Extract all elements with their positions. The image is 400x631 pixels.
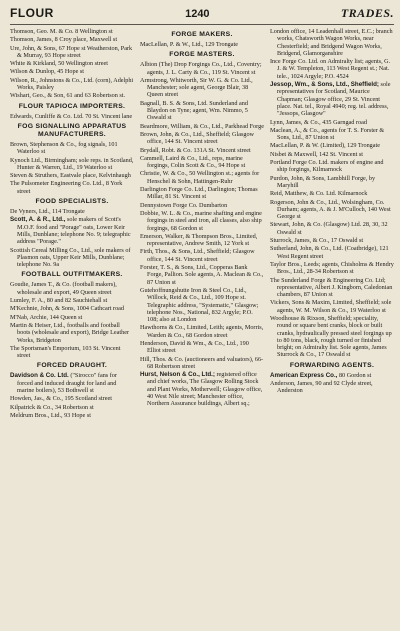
entry-text: Wilson & Dunlop, 45 Hope st — [10, 68, 84, 76]
entry-text: Stewart, John, & Co. (Glasgow) Ltd. 28, 30, 32 Oswald st — [270, 221, 388, 236]
directory-entry — [140, 61, 264, 76]
entry-text: Meldrum Bros., Ltd., 93 Hope st — [10, 411, 91, 419]
entry-text: Thomson, James, 8 Croy place, Maxwell st — [10, 36, 118, 44]
entry-text: M'Kechnie, John, & Sons, 1004 Cathcart road — [10, 305, 125, 313]
entry-text: sole makers of Scott's M.O.F. food and "Porage" oats, Lower Keir Mills, Dunblane; telephone No. 9; telegraphic address "Porage." — [17, 216, 131, 246]
entry-text: Beardmore, William, & Co., Ltd., Parkhead Forge — [140, 122, 264, 130]
directory-entry — [10, 60, 134, 67]
directory-entry — [10, 297, 134, 304]
directory-entry — [10, 345, 134, 360]
entry-text: Goudie, James T., & Co. (football makers), wholesale and export, 49 Queen street — [10, 281, 117, 296]
directory-entry — [140, 371, 264, 407]
directory-entry — [10, 322, 134, 344]
directory-entry — [140, 41, 264, 48]
entry-text: Kynoch Ltd., Birmingham; sole reps. in Scotland, Hunter & Warren, Ltd., 19 Waterloo st — [10, 156, 134, 171]
directory-entry — [140, 123, 264, 130]
entry-text: ("Sirocco" fans for forced and induced draught for land and marine boilers), 53 Bothwell st — [17, 372, 117, 394]
entry-text: Purdon, John, & Sons, Lambhill Forge, by Maryhill — [270, 174, 376, 189]
entry-text: Reid, Matthew, & Co. Ltd. Kilmarnock — [270, 190, 368, 198]
entry-text: Darlington Forge Co. Ltd., Darlington; Thomas Millar, 81 St. Vincent st — [140, 186, 258, 201]
entry-bold-name: Jessop, Wm., & Sons, Ltd., Sheffield; — [270, 81, 379, 89]
entry-text: Howden, Jas., & Co., 195 Scotland street — [10, 395, 112, 403]
section-heading: FLOUR TAPIOCA IMPORTERS. — [18, 102, 126, 110]
directory-entry — [140, 340, 264, 355]
directory-entry — [140, 202, 264, 209]
directory-entry — [10, 157, 134, 172]
directory-entry — [270, 119, 394, 126]
entry-text: Brydall, Robt. & Co. 131A St. Vincent street — [140, 146, 251, 154]
entry-text: The Pulsometer Engineering Co. Ltd., 8 York street — [10, 180, 123, 195]
directory-entry — [140, 155, 264, 170]
entry-text: Armstrong, Whitworth, Sir W. G. & Co. Ltd., Manchester; sole agent, George Blair, 38 Queen street — [140, 76, 253, 99]
directory-entry — [140, 287, 264, 323]
directory-entry — [10, 36, 134, 43]
text-column-1 — [10, 28, 134, 628]
directory-entry — [270, 190, 394, 197]
entry-text: Gutehoffnungshutte Iron & Steel Co., Ltd., Willock, Reid & Co., Ltd., 109 Hope st. Telegraphic address, "Systematic," Glasgow; telephone Nos., National, 832 Argyle; P.O. 108; also at London — [140, 286, 259, 324]
directory-entry — [270, 221, 394, 236]
entry-text: registered office and chief works, The Glasgow Rolling Stock and Plant Works, Motherwell; Glasgow office, 40 West Nile street; Manchester office, Northern Assurance buildings, Albert sq.; — [147, 371, 263, 408]
directory-entry — [270, 245, 394, 260]
entry-bold-name: Davidson & Co. Ltd. — [10, 372, 69, 380]
directory-entry — [140, 248, 264, 263]
section-heading: FORCED DRAUGHT. — [36, 362, 108, 370]
directory-entry — [140, 170, 264, 185]
entry-text: M'Nab, Archie, 144 Queen st — [10, 313, 83, 321]
directory-entry — [270, 237, 394, 244]
section-heading: FOOTBALL OUTFITMAKERS. — [21, 271, 123, 279]
directory-entry — [270, 127, 394, 142]
entry-text: De Vyners, Ltd., 114 Trongate — [10, 208, 85, 216]
directory-entry — [10, 216, 134, 245]
entry-text: Portland Forge Co. Ltd. makers of engine and ship forgings, Kilmarnock — [270, 159, 384, 174]
entry-text: Wishart, Geo., & Son, 61 and 63 Robertson st. — [10, 92, 126, 100]
directory-entry — [10, 113, 134, 120]
entry-text: Ure, John, & Sons, 67 Hope st Weatherston, Park & Murray, 93 Hope street — [10, 44, 133, 59]
directory-entry — [10, 68, 134, 75]
entry-text: Hawthorns & Co., Limited, Leith; agents, Morris, Warden & Co., 68 Gordon street — [140, 324, 264, 339]
entry-text: Cammell, Laird & Co., Ltd., reps, marine forgings, Colin Scott & Co., 94 Hope st — [140, 154, 246, 170]
page-header — [10, 6, 394, 25]
directory-entry — [10, 404, 134, 411]
directory-entry — [10, 208, 134, 215]
entry-text: Taylor Bros., Leeds; agents, Chisholms & Hendry Bros., Ltd., 28-34 Robertson st — [270, 260, 394, 276]
directory-entry — [140, 233, 264, 248]
text-column-3 — [270, 28, 394, 628]
entry-text: Sutherland, John, & Co., Ltd. (Coatbridge), 121 West Regent street — [270, 245, 389, 260]
entry-text: Firth, Thos., & Sons, Ltd., Sheffield; Glasgow office, 144 St. Vincent street — [140, 248, 255, 263]
header-trade-title: FLOUR — [10, 6, 54, 20]
directory-entry — [10, 77, 134, 92]
directory-entry — [140, 210, 264, 232]
entry-text: Martin & Heiser, Ltd., footballs and football boots (wholesale and export), Bridge Leather Works, Bridgeton — [10, 321, 130, 344]
entry-text: Albion (The) Drop Forgings Co., Ltd., Coventry; agents, J. L. Carty & Co., 119 St. Vincent st — [140, 61, 262, 76]
entry-text: Ince Forge Co. Ltd. on Admiralty list; agents, G. J. & W. Templeton, 113 West Regent st.; Nat. tele., 1024 Argyle; P.O. 4524 — [270, 58, 391, 80]
entry-text: Wilson, R., Johnstons & Co., Ltd. (corn), Adelphi Works, Paisley — [10, 76, 134, 92]
directory-entry — [140, 186, 264, 201]
entry-text: London office, 14 Leadenhall street, E.C.; branch works, Chatsworth Wagon Works, near Chesterfield; and Bridgend Wagon Works, Bridgend, Glamorganshire — [270, 28, 393, 57]
directory-entry — [10, 172, 134, 179]
directory-entry — [270, 372, 394, 379]
directory-entry — [270, 277, 394, 299]
entry-text: Brown, Stephenson & Co., fog signals, 101 Waterloo st — [10, 140, 118, 156]
entry-text: Thomson, Geo. M. & Co. 8 Wellington st — [10, 28, 113, 35]
entry-text: Steven & Struthers, Eastvale place, Kelvinhaugh — [10, 172, 131, 180]
entry-bold-name: Hurst, Nelson & Co., Ltd.; — [140, 371, 215, 379]
directory-entry — [270, 175, 394, 190]
directory-entry — [10, 305, 134, 312]
entry-text: Lumley, F. A., 80 and 82 Sauchiehall st — [10, 297, 108, 305]
entry-text: Vickers, Sons & Maxim, Limited, Sheffield; sole agents, W. M. Wilson & Co., 19 Waterloo st — [270, 299, 392, 314]
entry-text: Christie, W. & Co., 50 Wellington st.; agents for Henschel & Sohn, Hattingen-Ruhr — [140, 170, 260, 185]
entry-text: Forster, T. S., & Sons, Ltd., Copperas Bank Forge, Pallion. Sole agents, A. Maclean & Co., 87 Union st — [140, 264, 264, 286]
entry-text: Nisbet & Maxwell, 142 St. Vincent st — [270, 150, 364, 158]
directory-entry — [140, 264, 264, 286]
section-heading: FOG SIGNALLING APPARATUS MANUFACTURERS. — [17, 122, 127, 138]
entry-text: White & Kirkland, 50 Wellington street — [10, 60, 109, 68]
text-column-2 — [140, 28, 264, 628]
directory-entry — [140, 77, 264, 99]
entry-text: Sturrock, James, & Co., 17 Oswald st — [270, 237, 364, 245]
directory-entry — [10, 395, 134, 402]
entry-text: Emerson, Walker, & Thompson Bros., Limited, representative, Andrew Smith, 12 York st — [140, 232, 258, 248]
entry-text: Scottish Cereal Milling Co., Ltd., sole makers of Plasmon oats, Upper Keir Mills, Dunblane; telephone No. 9a — [10, 246, 131, 269]
entry-text: Rogerson, John & Co., Ltd., Wolsingham, Co. Durham; agents, A. & J. M'Culloch, 140 West George st — [270, 198, 391, 221]
directory-entry — [270, 299, 394, 314]
entry-text: Henderson, David & Wm., & Co., Ltd., 190 Elliot street — [140, 339, 249, 355]
page-number: 1240 — [185, 8, 210, 20]
section-heading: FOOD SPECIALISTS. — [35, 198, 109, 206]
entry-text: Lynn, James, & Co., 435 Garngad road — [270, 118, 367, 126]
entry-text: Woodhouse & Rixson, Sheffield; speciality, round or square bent cranks, block or built cranks, hydraulically pressed steel forgings up to 80 tons, black, rough turned or finished bright; on Admiralty list. Sole agents, James Sturrock & Co., 17 Oswald st — [270, 314, 392, 359]
entry-text: MacLellan, P. & W., Ltd., 129 Trongate — [140, 41, 238, 48]
entry-text: Anderson, James, 90 and 92 Clyde street, Anderston — [270, 380, 373, 395]
directory-entry — [270, 151, 394, 158]
entry-text: Hill, Thos. & Co. (auctioneers and valuators), 66-68 Robertson street — [140, 355, 264, 370]
directory-entry — [10, 281, 134, 296]
entry-text: Dennystown Forge Co. Dumbarton — [140, 201, 228, 209]
section-heading: FORGE MASTERS. — [169, 51, 235, 59]
entry-text: Maclean, A., & Co., agents for T. S. Forster & Sons, Ltd., 87 Union st — [270, 126, 385, 142]
directory-entry — [270, 380, 394, 395]
entry-text: The Sunderland Forge & Engineering Co. Ltd; representative, Albert J. Kingborn, Caledonian chambers, 87 Union st — [270, 276, 393, 299]
directory-entry — [10, 92, 134, 99]
directory-entry — [10, 45, 134, 60]
directory-entry — [270, 261, 394, 276]
directory-entry — [10, 141, 134, 156]
section-heading: FORWARDING AGENTS. — [289, 361, 375, 369]
header-section-title: TRADES. — [340, 6, 394, 20]
entry-text: The Sportsman's Emporium, 103 St. Vincent street — [10, 344, 121, 360]
directory-entry — [10, 28, 134, 35]
directory-entry — [10, 314, 134, 321]
directory-entry — [10, 247, 134, 269]
entry-text: Bagnall, B. S. & Sons, Ltd. Sunderland and Blaydon on Tyne; agent, Wm. Nimmo, 5 Oswald st — [140, 99, 248, 122]
directory-entry — [140, 324, 264, 339]
directory-entry — [140, 356, 264, 371]
directory-entry — [270, 315, 394, 359]
section-heading: FORGE MAKERS. — [171, 31, 233, 38]
directory-entry — [270, 159, 394, 174]
directory-entry — [270, 199, 394, 221]
directory-entry — [270, 81, 394, 117]
directory-entry — [10, 372, 134, 394]
directory-entry — [270, 142, 394, 149]
entry-bold-name: American Express Co., — [270, 371, 338, 379]
entry-text: Dobbie, W. L. & Co., marine shafting and engine forgings in steel and iron, all classes, also ship forgings, 68 Gordon st — [140, 209, 262, 232]
entry-text: sole representatives for Scotland, Maurice Chapman; Glasgow office, 29 St. Vincent place. Nat. tel., Royal 4940; reg. tel. address, "Jessops, Glasgow" — [277, 81, 391, 118]
directory-entry — [270, 58, 394, 80]
entry-text: Brown, John, & Co., Ltd., Sheffield; Glasgow office, 144 St. Vincent street — [140, 130, 255, 146]
directory-entry — [140, 100, 264, 122]
entry-text: 80 Gordon st — [338, 371, 372, 379]
entry-text: Kilpatrick & Co., 34 Robertson st — [10, 403, 94, 411]
directory-entry — [10, 180, 134, 195]
entry-text: Edwards, Cunliffe & Co. Ltd. 70 St. Vincent lane — [10, 112, 133, 120]
directory-entry — [140, 131, 264, 146]
entry-text: MacLellan, P. & W. (Limited), 129 Trongate — [270, 142, 380, 150]
directory-entry — [140, 147, 264, 154]
text-columns — [10, 28, 394, 628]
directory-entry — [270, 28, 394, 57]
directory-entry — [10, 412, 134, 419]
entry-bold-name: Scott, A. & R., Ltd., — [10, 216, 66, 224]
